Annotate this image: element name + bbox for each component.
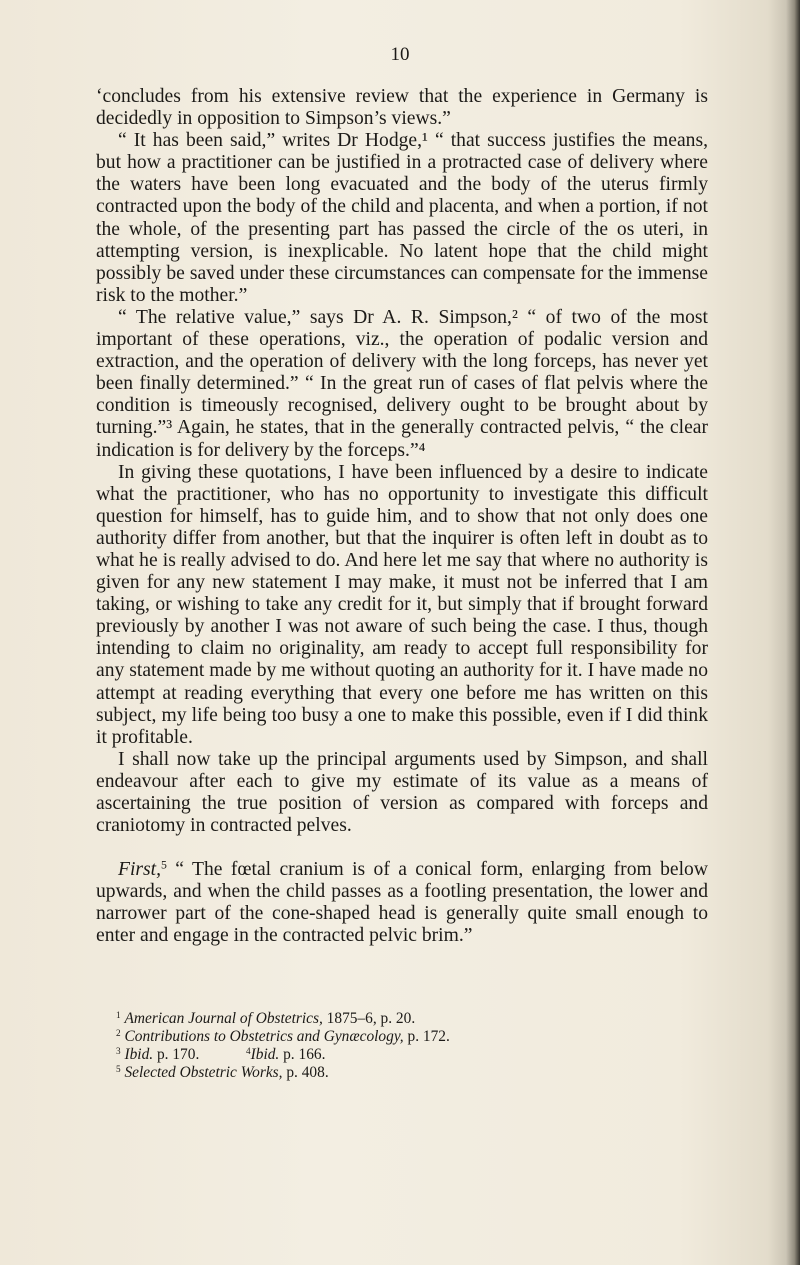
first-footnote-marker: 5 <box>161 858 167 872</box>
page-edge-shadow <box>786 0 800 1265</box>
paragraph-3: “ The relative value,” says Dr A. R. Simpson,² “ of two of the most important of these operations, viz., the operation of podalic version and extraction, and the operation of delivery with the long forceps, has never yet been finally determined.” “ In the great run of cases of flat pelvis where the condition is timeously recognised, delivery ought to be brought about by turning.”³ Again, he states, that in the generally contracted pelvis, “ the clear indication is for delivery by the forceps.”⁴ <box>96 306 708 461</box>
paragraph-first <box>96 859 708 947</box>
footnote-5 <box>116 1064 676 1082</box>
footnote-title: Ibid. <box>124 1046 154 1063</box>
footnote-3-4 <box>116 1046 676 1064</box>
footnote-number: 2 <box>116 1027 121 1038</box>
footnote-number: 4 <box>246 1045 251 1056</box>
footnotes <box>116 1010 676 1082</box>
footnote-detail: p. 170. <box>153 1046 200 1063</box>
footnote-number: 5 <box>116 1063 121 1074</box>
page-number: 10 <box>390 44 410 65</box>
paragraph-2: “ It has been said,” writes Dr Hodge,¹ “ that success justifies the means, but how a practitioner can be justified in a protracted case of delivery where the waters have been long evacuated and the body of the uterus firmly contracted upon the body of the child and placenta, and when a portion, if not the whole, of the presenting part has passed the circle of the os uteri, in attempting version, is inexplicable. No latent hope that the child might possibly be saved under these circumstances can compensate for the immense risk to the mother.” <box>96 130 708 306</box>
footnote-title: American Journal of Obstetrics, <box>124 1010 323 1027</box>
paragraph-1: ‘concludes from his extensive review that the experience in Germany is decidedly in opposition to Simpson’s views.” <box>96 86 708 130</box>
footnote-detail: p. 172. <box>403 1028 450 1045</box>
paragraph-5: I shall now take up the principal arguments used by Simpson, and shall endeavour after each to give my estimate of its value as a means of ascertaining the true position of version as compared with forceps and craniotomy in contracted pelves. <box>96 748 708 837</box>
paragraph-4: In giving these quotations, I have been influenced by a desire to indicate what the practitioner, who has no opportunity to investigate this difficult question for himself, has to guide him, and to show that not only does one authority differ from another, but that the inquirer is often left in doubt as to what he is really advised to do. And here let me say that where no authority is given for any new statement I may make, it must not be inferred that I am taking, or wishing to take any credit for it, but simply that if brought forward previously by another I was not aware of such being the case. I thus, though intending to claim no originality, am ready to accept full responsibility for any statement made by me without quoting an authority for it. I have made no attempt at reading everything that every one before me has written on this subject, my life being too busy a one to make this possible, even if I did think it profitable. <box>96 461 708 748</box>
footnote-title: Selected Obstetric Works, <box>124 1064 283 1081</box>
footnote-title: Contributions to Obstetrics and Gynæcology, <box>124 1028 404 1045</box>
footnote-number: 1 <box>116 1009 121 1020</box>
footnote-detail: 1875–6, p. 20. <box>322 1010 416 1027</box>
footnote-detail: p. 408. <box>282 1064 329 1081</box>
first-label: First, <box>118 859 162 881</box>
footnote-1 <box>116 1010 676 1028</box>
footnote-number: 3 <box>116 1045 121 1056</box>
footnote-2 <box>116 1028 676 1046</box>
footnote-title: Ibid. <box>250 1046 280 1063</box>
main-text <box>96 86 708 948</box>
first-text: “ The fœtal cranium is of a conical form, enlarging from below upwards, and when the child passes as a footling presentation, the lower and narrower part of the cone-shaped head is generally quite small enough to enter and engage in the contracted pelvic brim.” <box>96 859 708 947</box>
footnote-detail: p. 166. <box>279 1046 326 1063</box>
